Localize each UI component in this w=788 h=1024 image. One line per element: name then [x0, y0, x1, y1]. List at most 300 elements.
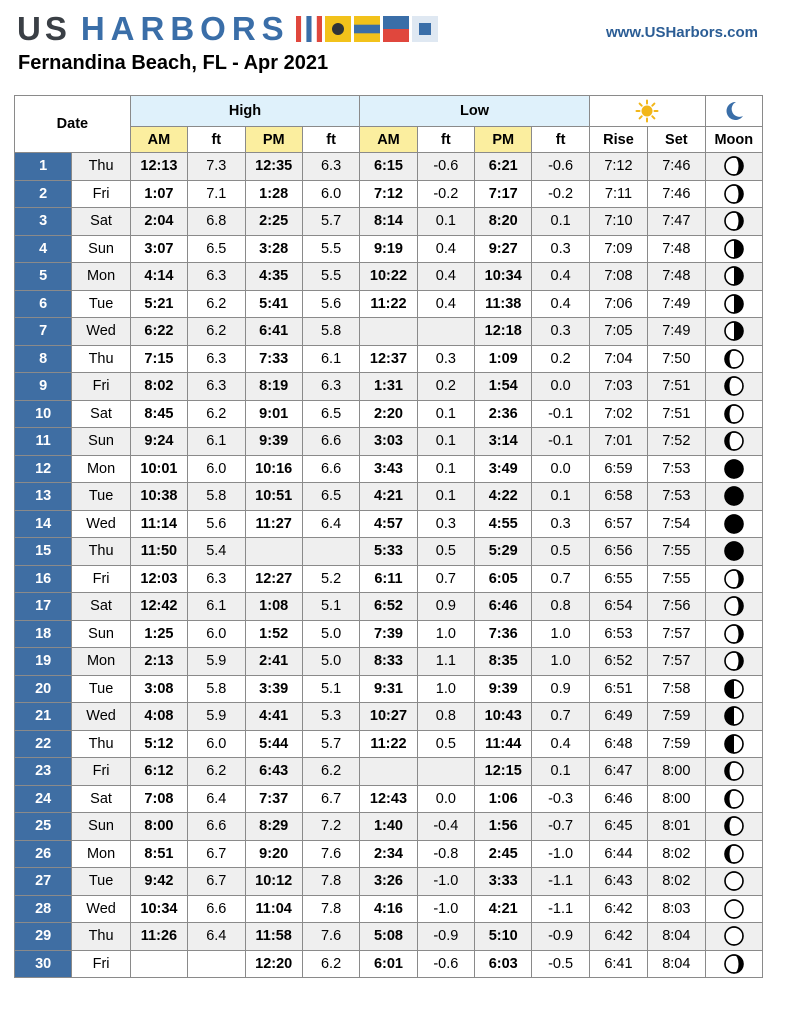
high-pm-height: 5.1: [302, 593, 359, 621]
sunset-time: 8:02: [648, 868, 705, 896]
moon-phase-icon: [724, 266, 744, 286]
day-number: 16: [15, 565, 72, 593]
sunrise-time: 6:43: [589, 868, 647, 896]
day-number: 30: [15, 950, 72, 978]
day-of-week: Wed: [72, 895, 130, 923]
website-link[interactable]: www.USHarbors.com: [606, 24, 758, 41]
high-am-time: 7:08: [130, 785, 187, 813]
flag-icon: [412, 16, 438, 42]
high-am-time: 8:45: [130, 400, 187, 428]
high-pm-time: 12:35: [245, 153, 302, 181]
low-pm-height: 0.0: [532, 373, 589, 401]
low-pm-time: 2:36: [475, 400, 532, 428]
high-am-height: 6.1: [188, 593, 245, 621]
day-number: 11: [15, 428, 72, 456]
sunset-time: 7:54: [648, 510, 705, 538]
high-pm-time: [245, 538, 302, 566]
low-am-time: 3:43: [360, 455, 417, 483]
flag-icon: [296, 16, 322, 42]
high-pm-height: 5.7: [302, 730, 359, 758]
low-am-height: -0.9: [417, 923, 474, 951]
high-am-time: 11:14: [130, 510, 187, 538]
low-pm-height: 0.0: [532, 455, 589, 483]
low-pm-time: 9:27: [475, 235, 532, 263]
low-pm-time: 6:46: [475, 593, 532, 621]
low-pm-time: 2:45: [475, 840, 532, 868]
low-am-height: 1.0: [417, 675, 474, 703]
sunset-time: 7:51: [648, 400, 705, 428]
high-pm-time: 7:33: [245, 345, 302, 373]
table-row: [15, 813, 763, 841]
day-of-week: Fri: [72, 180, 130, 208]
table-row: [15, 483, 763, 511]
moon-phase-cell: [705, 455, 762, 483]
high-am-time: 10:34: [130, 895, 187, 923]
low-am-height: [417, 318, 474, 346]
moon-phase-icon: [724, 899, 744, 919]
high-am-height: 6.4: [188, 785, 245, 813]
high-pm-time: 9:01: [245, 400, 302, 428]
sunrise-time: 7:09: [589, 235, 647, 263]
high-am-time: 10:01: [130, 455, 187, 483]
low-pm-height: 0.7: [532, 565, 589, 593]
high-pm-height: 5.1: [302, 675, 359, 703]
day-number: 4: [15, 235, 72, 263]
low-pm-time: 10:34: [475, 263, 532, 291]
day-of-week: Tue: [72, 868, 130, 896]
day-of-week: Sat: [72, 208, 130, 236]
low-am-height: -0.8: [417, 840, 474, 868]
low-pm-time: 1:54: [475, 373, 532, 401]
low-pm-time: 8:35: [475, 648, 532, 676]
sunrise-time: 6:42: [589, 895, 647, 923]
high-am-time: 4:14: [130, 263, 187, 291]
moon-phase-cell: [705, 648, 762, 676]
low-pm-time: 9:39: [475, 675, 532, 703]
high-am-height: 6.2: [188, 400, 245, 428]
sunset-time: 7:50: [648, 345, 705, 373]
day-of-week: Sun: [72, 428, 130, 456]
high-am-time: 1:25: [130, 620, 187, 648]
low-pm-time: 3:49: [475, 455, 532, 483]
moon-phase-icon: [724, 431, 744, 451]
table-row: [15, 455, 763, 483]
high-pm-height: [302, 538, 359, 566]
moon-phase-icon: [724, 321, 744, 341]
low-pm-height: 0.5: [532, 538, 589, 566]
sunset-time: 7:49: [648, 318, 705, 346]
day-number: 5: [15, 263, 72, 291]
sunset-time: 7:46: [648, 153, 705, 181]
low-pm-time: 6:03: [475, 950, 532, 978]
high-am-height: 5.8: [188, 675, 245, 703]
high-am-height: 5.6: [188, 510, 245, 538]
high-am-time: 3:07: [130, 235, 187, 263]
high-am-time: 3:08: [130, 675, 187, 703]
high-pm-time: 5:41: [245, 290, 302, 318]
day-number: 29: [15, 923, 72, 951]
sunrise-time: 6:57: [589, 510, 647, 538]
low-am-height: 0.5: [417, 538, 474, 566]
day-of-week: Sat: [72, 400, 130, 428]
moon-phase-icon: [724, 789, 744, 809]
sunset-time: 7:57: [648, 648, 705, 676]
day-number: 6: [15, 290, 72, 318]
low-pm-height: 0.1: [532, 483, 589, 511]
date-header: Date: [15, 96, 131, 153]
high-pm-height: 5.8: [302, 318, 359, 346]
day-of-week: Tue: [72, 483, 130, 511]
moon-phase-icon: [724, 156, 744, 176]
logo-harbors-text: HARBORS: [80, 10, 290, 47]
low-am-time: 6:15: [360, 153, 417, 181]
moon-phase-cell: [705, 510, 762, 538]
moon-phase-icon: [724, 294, 744, 314]
table-row: [15, 400, 763, 428]
sunset-time: 7:59: [648, 703, 705, 731]
low-pm-time: 3:33: [475, 868, 532, 896]
moon-phase-cell: [705, 483, 762, 511]
high-pm-height: 6.3: [302, 373, 359, 401]
high-pm-time: 1:28: [245, 180, 302, 208]
high-am-height: 6.6: [188, 813, 245, 841]
table-row: [15, 730, 763, 758]
day-number: 9: [15, 373, 72, 401]
low-pm-height: -1.0: [532, 840, 589, 868]
high-pm-time: 10:12: [245, 868, 302, 896]
day-number: 10: [15, 400, 72, 428]
moon-phase-icon: [724, 844, 744, 864]
sunset-time: 7:48: [648, 263, 705, 291]
low-pm-time: 4:55: [475, 510, 532, 538]
low-am-height: 1.0: [417, 620, 474, 648]
high-am-header: AM: [130, 127, 187, 153]
sunrise-time: 7:12: [589, 153, 647, 181]
sunset-time: 7:56: [648, 593, 705, 621]
sunset-time: 8:00: [648, 785, 705, 813]
moon-phase-cell: [705, 675, 762, 703]
tide-rows: [15, 153, 763, 978]
low-am-height: [417, 758, 474, 786]
high-am-height: 6.0: [188, 620, 245, 648]
high-am-height: 5.9: [188, 648, 245, 676]
high-pm-height: 5.0: [302, 620, 359, 648]
high-pm-height: 5.0: [302, 648, 359, 676]
table-row: [15, 758, 763, 786]
flag-icon: [354, 16, 380, 42]
high-pm-time: 1:08: [245, 593, 302, 621]
high-am-height: 6.5: [188, 235, 245, 263]
moon-phase-cell: [705, 703, 762, 731]
table-row: [15, 620, 763, 648]
low-am-time: 11:22: [360, 290, 417, 318]
high-pm-height: 6.3: [302, 153, 359, 181]
moon-phase-icon: [724, 404, 744, 424]
low-pm-height: 0.1: [532, 758, 589, 786]
day-of-week: Tue: [72, 290, 130, 318]
high-pm-height: 6.1: [302, 345, 359, 373]
sunset-time: 7:52: [648, 428, 705, 456]
high-am-time: 1:07: [130, 180, 187, 208]
low-pm-height: 0.3: [532, 318, 589, 346]
high-am-height: 6.0: [188, 455, 245, 483]
high-am-time: 4:08: [130, 703, 187, 731]
high-pm-height: 6.5: [302, 400, 359, 428]
moon-phase-icon: [724, 211, 744, 231]
table-row: [15, 153, 763, 181]
high-pm-height: 5.3: [302, 703, 359, 731]
day-of-week: Sun: [72, 620, 130, 648]
day-of-week: Mon: [72, 840, 130, 868]
moon-phase-cell: [705, 565, 762, 593]
low-pm-time: 3:14: [475, 428, 532, 456]
sunrise-time: 6:52: [589, 648, 647, 676]
high-pm-time: 8:19: [245, 373, 302, 401]
moon-phase-cell: [705, 923, 762, 951]
low-am-time: 6:11: [360, 565, 417, 593]
low-am-time: [360, 758, 417, 786]
day-of-week: Mon: [72, 263, 130, 291]
high-pm-height: 7.6: [302, 923, 359, 951]
high-pm-time: 4:41: [245, 703, 302, 731]
moon-phase-icon: [724, 706, 744, 726]
low-pm-height: -0.1: [532, 428, 589, 456]
high-am-height: 6.2: [188, 758, 245, 786]
sunset-time: 7:55: [648, 538, 705, 566]
sunrise-time: 6:46: [589, 785, 647, 813]
moon-phase-icon: [724, 761, 744, 781]
high-pm-time: 11:04: [245, 895, 302, 923]
high-am-time: 6:12: [130, 758, 187, 786]
low-am-time: 5:33: [360, 538, 417, 566]
high-am-time: 8:02: [130, 373, 187, 401]
low-am-height: -1.0: [417, 868, 474, 896]
table-row: [15, 208, 763, 236]
moon-phase-cell: [705, 840, 762, 868]
table-row: [15, 950, 763, 978]
low-am-height: 0.1: [417, 428, 474, 456]
moon-phase-icon: [724, 816, 744, 836]
day-of-week: Fri: [72, 758, 130, 786]
moon-phase-cell: [705, 813, 762, 841]
low-am-time: 12:37: [360, 345, 417, 373]
sunrise-time: 6:58: [589, 483, 647, 511]
day-of-week: Thu: [72, 538, 130, 566]
low-am-height: -0.2: [417, 180, 474, 208]
high-am-time: 2:04: [130, 208, 187, 236]
low-pm-height: 0.3: [532, 235, 589, 263]
sunrise-time: 7:01: [589, 428, 647, 456]
table-row: [15, 510, 763, 538]
day-of-week: Sun: [72, 813, 130, 841]
sunrise-time: 7:05: [589, 318, 647, 346]
high-pm-height: 6.6: [302, 428, 359, 456]
sunset-time: 7:58: [648, 675, 705, 703]
high-am-height: 6.3: [188, 263, 245, 291]
low-am-time: 9:31: [360, 675, 417, 703]
low-am-time: 8:33: [360, 648, 417, 676]
sunset-time: 8:04: [648, 923, 705, 951]
moon-phase-icon: [724, 376, 744, 396]
day-of-week: Wed: [72, 510, 130, 538]
low-pm-height: 0.7: [532, 703, 589, 731]
day-of-week: Tue: [72, 675, 130, 703]
low-am-time: 6:01: [360, 950, 417, 978]
sunset-time: 8:04: [648, 950, 705, 978]
low-pm-time: 1:56: [475, 813, 532, 841]
high-am-height: 6.7: [188, 840, 245, 868]
day-number: 24: [15, 785, 72, 813]
high-am-ft-header: ft: [188, 127, 245, 153]
sunrise-time: 6:54: [589, 593, 647, 621]
high-pm-time: 6:41: [245, 318, 302, 346]
high-header: High: [130, 96, 360, 127]
low-am-height: 0.8: [417, 703, 474, 731]
high-am-height: 6.4: [188, 923, 245, 951]
high-am-height: 6.3: [188, 345, 245, 373]
day-number: 27: [15, 868, 72, 896]
high-pm-height: 5.5: [302, 235, 359, 263]
low-am-height: -1.0: [417, 895, 474, 923]
table-row: [15, 345, 763, 373]
sunrise-time: 7:08: [589, 263, 647, 291]
low-am-height: 0.4: [417, 290, 474, 318]
sunset-time: 7:53: [648, 483, 705, 511]
day-of-week: Thu: [72, 923, 130, 951]
low-am-time: 10:27: [360, 703, 417, 731]
high-pm-height: 6.7: [302, 785, 359, 813]
table-row: [15, 895, 763, 923]
low-am-time: 6:52: [360, 593, 417, 621]
sunrise-time: 7:03: [589, 373, 647, 401]
moon-phase-icon: [724, 459, 744, 479]
high-am-height: 6.2: [188, 290, 245, 318]
day-of-week: Sat: [72, 593, 130, 621]
moon-phase-header: Moon: [705, 127, 762, 153]
low-pm-height: -0.2: [532, 180, 589, 208]
low-am-height: -0.4: [417, 813, 474, 841]
high-pm-time: 8:29: [245, 813, 302, 841]
table-row: [15, 565, 763, 593]
moon-phase-icon: [724, 349, 744, 369]
low-am-time: 11:22: [360, 730, 417, 758]
low-am-height: -0.6: [417, 153, 474, 181]
low-am-time: 7:12: [360, 180, 417, 208]
day-of-week: Wed: [72, 318, 130, 346]
low-am-time: 8:14: [360, 208, 417, 236]
low-pm-time: 7:36: [475, 620, 532, 648]
moon-phase-cell: [705, 868, 762, 896]
sun-header: [589, 96, 705, 127]
sunset-time: 7:53: [648, 455, 705, 483]
sunrise-time: 6:47: [589, 758, 647, 786]
day-number: 13: [15, 483, 72, 511]
sunset-time: 8:00: [648, 758, 705, 786]
sunrise-time: 6:42: [589, 923, 647, 951]
sunset-time: 8:02: [648, 840, 705, 868]
low-pm-time: 5:10: [475, 923, 532, 951]
sunrise-time: 6:55: [589, 565, 647, 593]
day-number: 26: [15, 840, 72, 868]
sunset-time: 7:47: [648, 208, 705, 236]
day-number: 19: [15, 648, 72, 676]
moon-phase-cell: [705, 895, 762, 923]
moon-phase-icon: [724, 624, 744, 644]
table-row: [15, 675, 763, 703]
day-number: 1: [15, 153, 72, 181]
day-of-week: Thu: [72, 345, 130, 373]
sunrise-time: 6:49: [589, 703, 647, 731]
table-row: [15, 538, 763, 566]
moon-phase-cell: [705, 318, 762, 346]
sunrise-time: 6:53: [589, 620, 647, 648]
high-am-time: 5:21: [130, 290, 187, 318]
day-number: 17: [15, 593, 72, 621]
high-pm-time: 12:20: [245, 950, 302, 978]
moon-phase-cell: [705, 538, 762, 566]
low-pm-time: 10:43: [475, 703, 532, 731]
table-row: [15, 648, 763, 676]
sunrise-time: 6:41: [589, 950, 647, 978]
day-number: 8: [15, 345, 72, 373]
low-pm-height: 0.1: [532, 208, 589, 236]
day-of-week: Wed: [72, 703, 130, 731]
high-pm-height: 7.8: [302, 895, 359, 923]
table-row: [15, 923, 763, 951]
day-of-week: Fri: [72, 373, 130, 401]
high-am-time: 11:50: [130, 538, 187, 566]
moon-phase-cell: [705, 620, 762, 648]
page-title: Fernandina Beach, FL - Apr 2021: [18, 52, 329, 74]
high-am-time: 8:51: [130, 840, 187, 868]
low-pm-time: 8:20: [475, 208, 532, 236]
high-pm-time: 11:27: [245, 510, 302, 538]
low-am-time: 12:43: [360, 785, 417, 813]
high-pm-time: 9:39: [245, 428, 302, 456]
day-number: 18: [15, 620, 72, 648]
day-number: 2: [15, 180, 72, 208]
low-am-height: -0.6: [417, 950, 474, 978]
low-pm-time: 4:22: [475, 483, 532, 511]
low-pm-time: 6:21: [475, 153, 532, 181]
logo-us-text: US: [17, 10, 71, 47]
low-am-time: [360, 318, 417, 346]
table-row: [15, 235, 763, 263]
high-am-height: 6.3: [188, 565, 245, 593]
low-pm-height: -0.7: [532, 813, 589, 841]
high-am-time: 10:38: [130, 483, 187, 511]
moon-phase-cell: [705, 180, 762, 208]
high-pm-time: 12:27: [245, 565, 302, 593]
high-am-height: 5.4: [188, 538, 245, 566]
low-am-height: 0.1: [417, 483, 474, 511]
flag-icon: [325, 16, 351, 42]
low-pm-time: 5:29: [475, 538, 532, 566]
high-am-height: 5.8: [188, 483, 245, 511]
moon-phase-icon: [724, 239, 744, 259]
high-pm-ft-header: ft: [302, 127, 359, 153]
high-am-height: 6.0: [188, 730, 245, 758]
moon-phase-icon: [724, 926, 744, 946]
day-number: 20: [15, 675, 72, 703]
high-am-time: 2:13: [130, 648, 187, 676]
high-am-height: 6.6: [188, 895, 245, 923]
high-pm-time: 11:58: [245, 923, 302, 951]
moon-phase-cell: [705, 235, 762, 263]
moon-phase-icon: [724, 486, 744, 506]
high-am-time: 7:15: [130, 345, 187, 373]
low-am-height: 0.7: [417, 565, 474, 593]
